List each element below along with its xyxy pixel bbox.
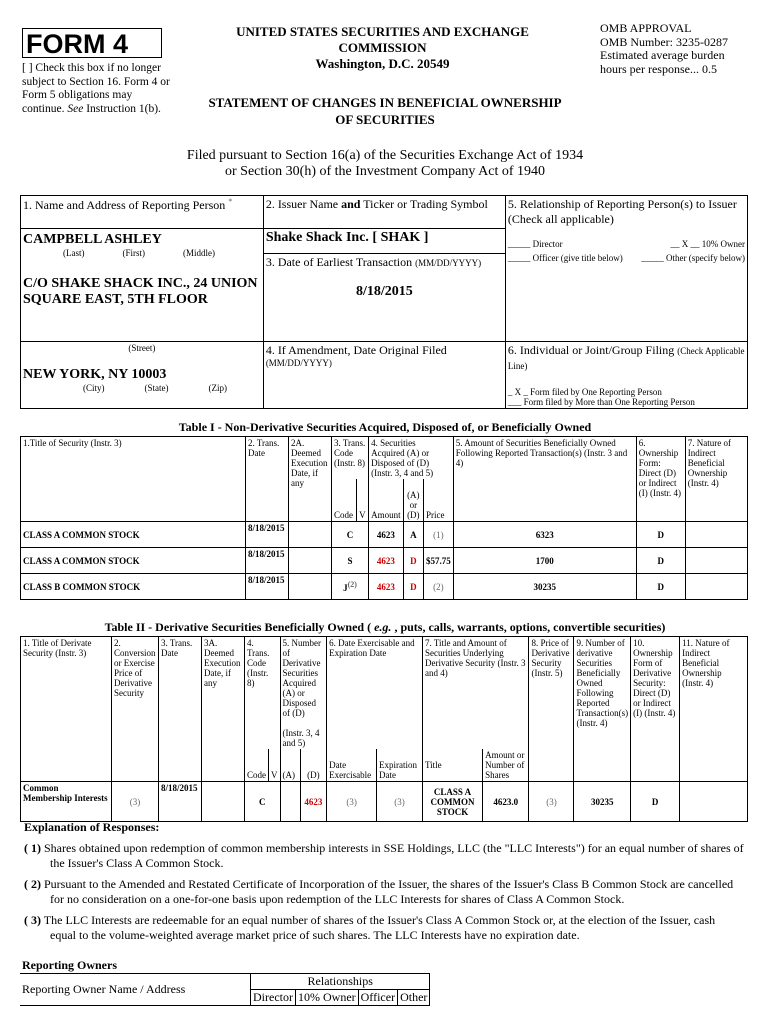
row-code: S <box>332 548 369 574</box>
section3-label: 3. Date of Earliest Transaction <box>265 254 413 269</box>
earliest-transaction-date: 8/18/2015 <box>355 283 413 299</box>
row-footnote: (2) <box>347 580 357 589</box>
director-header: Director <box>251 990 296 1006</box>
filed-line: or Section 30(h) of the Investment Company Act of 1940 <box>225 164 545 179</box>
row-owned: 30235 <box>574 782 631 822</box>
row-form: D <box>636 574 685 600</box>
t2-h7: 7. Title and Amount of Securities Underlying Derivative Security (Instr. 3 and 4) <box>422 637 528 750</box>
omb-line: OMB Number: 3235-0287 <box>600 34 728 49</box>
t1-h1: 1.Title of Security (Instr. 3) <box>21 437 246 522</box>
row-form: D <box>636 522 685 548</box>
filed-line: Filed pursuant to Section 16(a) of the Securities Exchange Act of 1934 <box>186 148 584 163</box>
reporting-info-table <box>20 195 748 409</box>
t2-title: Title <box>422 749 482 782</box>
section1-label-cell <box>21 196 264 229</box>
other-header: Other <box>398 990 430 1006</box>
section2-label: 2. Issuer Name <box>265 197 342 211</box>
row-price: (3) <box>529 782 574 822</box>
reporting-owners-heading: Reporting Owners <box>22 958 117 972</box>
t2-h5: 5. Number of Derivative Securities Acquired (A) or Disposed of (D) <box>282 638 321 718</box>
row-price: $57.75 <box>424 548 454 574</box>
t1-price: Price <box>424 479 454 522</box>
row-expiration: (3) <box>377 782 423 822</box>
t2-h3a: 3A. Deemed Execution Date, if any <box>202 637 245 782</box>
row-title: CLASS A COMMON STOCK <box>21 548 246 574</box>
last-label: (Last) <box>63 248 85 258</box>
t1-h2: 2. Trans. Date <box>246 437 289 522</box>
zip-label: (Zip) <box>208 383 227 393</box>
section6-label: 6. Individual or Joint/Group Filing <box>507 343 675 357</box>
explanation-section <box>24 820 744 943</box>
row-form: D <box>631 782 680 822</box>
reporting-owners <box>20 958 430 1006</box>
t2-h2: 2. Conversion or Exercise Price of Derivative Security <box>112 637 159 782</box>
table1 <box>20 436 748 600</box>
officer-option[interactable]: _____ Officer (give title below) <box>507 253 623 263</box>
footnote-text: The LLC Interests are redeemable for an equal number of shares of the Issuer's Class A Common Stock or, at the election of the Issuer, cash equal to the volume-weighted average market price of such shares. The LLC Interests have no expiration date. <box>43 913 716 942</box>
table-row <box>21 574 748 600</box>
city-cell <box>21 342 264 409</box>
t2-h6: 6. Date Exercisable and Expiration Date <box>327 637 423 750</box>
section3-cell <box>263 253 505 341</box>
row-date: 8/18/2015 <box>246 548 289 574</box>
t2-h8: 8. Price of Derivative Security (Instr. 5) <box>529 637 574 782</box>
agency-line: Washington, D.C. 20549 <box>315 56 450 71</box>
first-label: (First) <box>122 248 145 258</box>
form-title: FORM 4 <box>22 28 162 58</box>
row-disposed: 4623 <box>300 782 327 822</box>
t2-v: V <box>269 749 281 782</box>
city-state-zip: NEW YORK, NY 10003 <box>23 367 167 382</box>
owner-name-header: Reporting Owner Name / Address <box>20 974 251 1006</box>
section4-label: 4. If Amendment, Date Original Filed <box>265 343 447 357</box>
t2-h9: 9. Number of derivative Securities Beneficially Owned Following Reported Transaction(s) (Instr. 4) <box>574 637 631 782</box>
relationships-header: Relationships <box>251 974 430 990</box>
explanation-heading: Explanation of Responses: <box>24 820 160 834</box>
agency-line: UNITED STATES SECURITIES AND EXCHANGE <box>236 24 529 39</box>
one-person-option[interactable]: _ X _ Form filed by One Reporting Person <box>507 387 662 397</box>
t2-expiration: Expiration Date <box>377 749 423 782</box>
statement-line: STATEMENT OF CHANGES IN BENEFICIAL OWNERSHIP <box>208 95 562 110</box>
section2-label-cell <box>263 196 505 229</box>
t2-h5b: (Instr. 3, 4 and 5) <box>282 728 320 748</box>
row-date: 8/18/2015 <box>246 574 289 600</box>
row-amount: 4623 <box>369 522 404 548</box>
row-title: CLASS A COMMON STOCK <box>21 522 246 548</box>
name-address-cell <box>21 229 264 342</box>
row-date: 8/18/2015 <box>246 522 289 548</box>
reporting-person-name: CAMPBELL ASHLEY <box>23 232 162 247</box>
see-word: See <box>67 102 84 115</box>
row-form: D <box>636 548 685 574</box>
agency-name <box>190 24 575 72</box>
row-date: 8/18/2015 <box>159 782 202 822</box>
section3-format: (MM/DD/YYYY) <box>415 257 482 268</box>
t2-date-exercisable: Date Exercisable <box>327 749 377 782</box>
section1-label: 1. Name and Address of Reporting Person <box>23 198 226 212</box>
section5-cell <box>505 196 747 342</box>
t1-amount: Amount <box>369 479 404 522</box>
section4-format: (MM/DD/YYYY) <box>265 358 332 368</box>
ten-pct-header: 10% Owner <box>295 990 358 1006</box>
footnote <box>24 877 744 907</box>
t2-h10: 10. Ownership Form of Derivative Security: Direct (D) or Indirect (I) (Instr. 4) <box>631 637 680 782</box>
t2-h3: 3. Trans. Date <box>159 637 202 782</box>
t1-h3: 3. Trans. Code (Instr. 8) <box>332 437 369 480</box>
row-underlying-amount: 4623.0 <box>483 782 529 822</box>
middle-label: (Middle) <box>183 248 215 258</box>
row-aord: D <box>403 548 423 574</box>
table2-title-a: Table II - Derivative Securities Beneficially Owned ( <box>104 620 375 634</box>
footnote-text: Shares obtained upon redemption of common membership interests in SSE Holdings, LLC (the "LLC Interests") for an equal number of shares of the Issuer's Class A Common Stock. <box>44 841 744 870</box>
omb-line: hours per response... 0.5 <box>600 61 717 76</box>
filed-pursuant <box>0 148 770 180</box>
checkbox-text: [ ] Check this box if no longer subject to Section 16. Form 4 or Form 5 obligations may continue. <box>22 62 170 115</box>
footnote <box>24 913 744 943</box>
t1-h6: 6. Ownership Form: Direct (D) or Indirect (I) (Instr. 4) <box>636 437 685 522</box>
table-row <box>21 548 748 574</box>
omb-approval <box>600 22 765 76</box>
row-exercisable: (3) <box>327 782 377 822</box>
t2-a: (A) <box>280 749 300 782</box>
section2-value-cell <box>263 229 505 254</box>
t1-h7: 7. Nature of Indirect Beneficial Ownership (Instr. 4) <box>685 437 747 522</box>
t1-h4: 4. Securities Acquired (A) or Disposed of (D) (Instr. 3, 4 and 5) <box>369 437 454 480</box>
table-row <box>21 782 748 822</box>
row-owned: 30235 <box>453 574 636 600</box>
footnote-number: ( 3) <box>24 913 41 927</box>
row-owned: 6323 <box>453 522 636 548</box>
section4-cell <box>263 342 505 409</box>
footnote <box>24 841 744 871</box>
more-persons-option[interactable]: ___ Form filed by More than One Reporting Person <box>507 397 695 407</box>
row-amount: 4623 <box>369 574 404 600</box>
omb-line: Estimated average burden <box>600 48 725 62</box>
row-aord: A <box>403 522 423 548</box>
other-option[interactable]: _____ Other (specify below) <box>641 253 745 263</box>
row-code-cell <box>332 574 369 600</box>
t2-d: (D) <box>300 749 327 782</box>
footnote-text: Pursuant to the Amended and Restated Certificate of Incorporation of the Issuer, the shares of the Issuer's Class B Common Stock are cancelled for no consideration on a one-for-one basis upon redemption of the LLC Interests for shares of Class A Common Stock. <box>44 877 734 906</box>
street-address: C/O SHAKE SHACK INC., 24 UNION SQUARE EAST, 5TH FLOOR <box>23 276 258 307</box>
section5-label: 5. Relationship of Reporting Person(s) to Issuer <box>507 197 737 211</box>
city-label: (City) <box>83 383 105 393</box>
row-aord: D <box>403 574 423 600</box>
t2-h1: 1. Title of Derivate Security (Instr. 3) <box>21 637 112 782</box>
t1-v: V <box>357 479 369 522</box>
t2-amount: Amount or Number of Shares <box>483 749 529 782</box>
table2-title-eg: e.g. <box>374 620 392 634</box>
row-price: (2) <box>424 574 454 600</box>
section5-sub: (Check all applicable) <box>507 212 614 226</box>
issuer-name: Shake Shack Inc. [ SHAK ] <box>265 230 429 245</box>
statement-line: OF SECURITIES <box>335 112 435 127</box>
row-amount: 4623 <box>369 548 404 574</box>
row-underlying-title: CLASS A COMMON STOCK <box>422 782 482 822</box>
table1-title: Table I - Non-Derivative Securities Acquired, Disposed of, or Beneficially Owned <box>178 420 592 434</box>
row-title: CLASS B COMMON STOCK <box>21 574 246 600</box>
statement-title <box>170 94 600 128</box>
t1-aord: (A) or (D) <box>403 479 423 522</box>
row-price: (1) <box>424 522 454 548</box>
agency-line: COMMISSION <box>338 40 427 55</box>
asterisk: * <box>228 197 233 206</box>
row-code: C <box>245 782 281 822</box>
row-code: J <box>343 583 348 593</box>
omb-line: OMB APPROVAL <box>600 21 692 35</box>
section16-checkbox-note <box>22 62 172 116</box>
row-conversion: (3) <box>112 782 159 822</box>
ten-pct-owner-option[interactable]: __ X __ 10% Owner <box>670 239 745 249</box>
reporting-owners-table <box>20 973 430 1006</box>
officer-header: Officer <box>358 990 397 1006</box>
street-label: (Street) <box>128 343 156 353</box>
see-instruction: Instruction 1(b). <box>83 102 161 115</box>
row-code: C <box>332 522 369 548</box>
table-row <box>21 522 748 548</box>
section6-cell <box>505 342 747 409</box>
t2-h11: 11. Nature of Indirect Beneficial Ownership (Instr. 4) <box>680 637 748 782</box>
footnote-number: ( 2) <box>24 877 41 891</box>
t2-code: Code <box>245 749 269 782</box>
row-title: Common Membership Interests <box>21 782 112 822</box>
t1-code: Code <box>332 479 357 522</box>
section2-and: and <box>341 197 361 211</box>
t1-h5: 5. Amount of Securities Beneficially Owned Following Reported Transaction(s) (Instr. 3 and 4) <box>453 437 636 522</box>
footnote-number: ( 1) <box>24 841 41 855</box>
section6-check: (Check Applicable Line) <box>507 346 745 371</box>
t1-h2a: 2A. Deemed Execution Date, if any <box>289 437 332 522</box>
state-label: (State) <box>144 383 169 393</box>
row-owned: 1700 <box>453 548 636 574</box>
table2-title <box>0 620 770 635</box>
section2-label-rest: Ticker or Trading Symbol <box>360 197 488 211</box>
t2-h5-cell <box>280 637 327 750</box>
t2-h4: 4. Trans. Code (Instr. 8) <box>245 637 281 750</box>
director-option[interactable]: _____ Director <box>507 239 563 249</box>
table2 <box>20 636 748 822</box>
table2-title-b: , puts, calls, warrants, options, convertible securities) <box>391 620 666 634</box>
